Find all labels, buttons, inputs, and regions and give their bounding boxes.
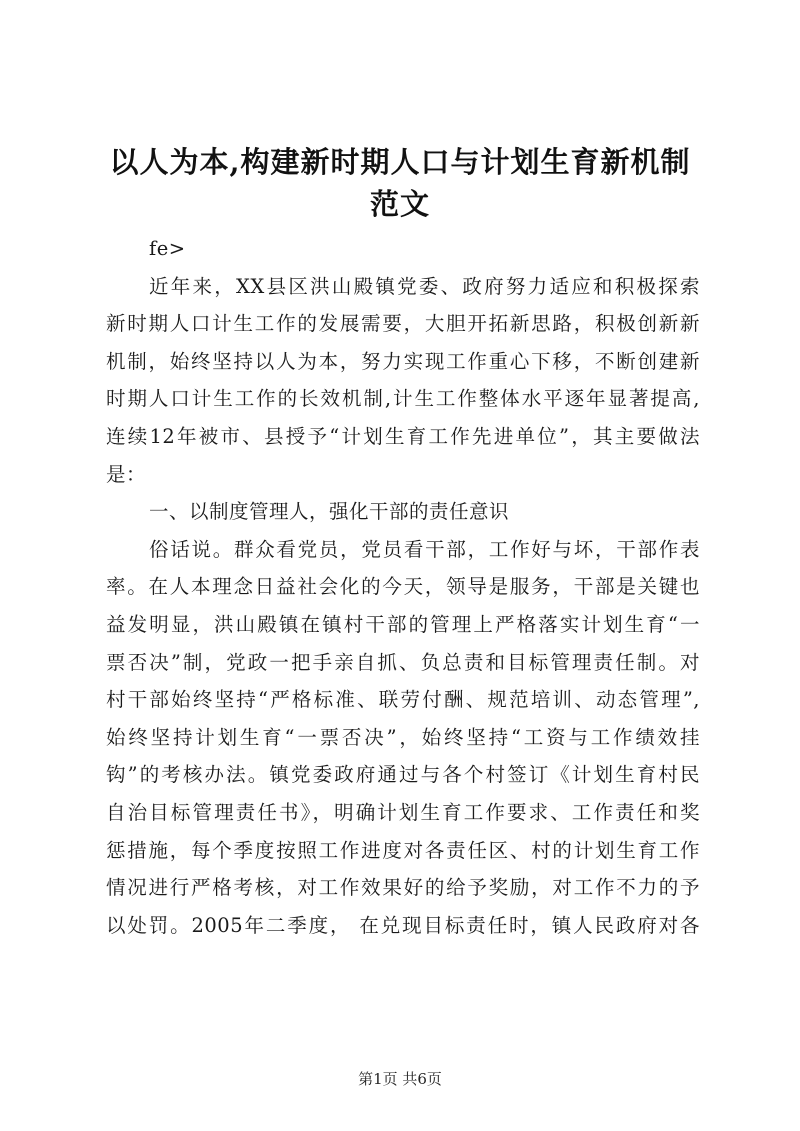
document-title-line-1: 以人为本,构建新时期人口与计划生育新机制 bbox=[109, 145, 691, 179]
paragraph-line: 机制，始终坚持以人为本，努力实现工作重心下移，不断创建新 bbox=[106, 349, 700, 373]
paragraph-line: fe> bbox=[149, 237, 186, 260]
paragraph-line: 村干部始终坚持“严格标准、联劳付酬、规范培训、动态管理”, bbox=[106, 688, 700, 712]
document-title-line-2: 范文 bbox=[369, 187, 430, 221]
paragraph-line: 益发明显，洪山殿镇在镇村干部的管理上严格落实计划生育“一 bbox=[106, 612, 700, 636]
paragraph-line: 率。在人本理念日益社会化的今天，领导是服务，干部是关键也 bbox=[106, 575, 700, 599]
paragraph-line: 票否决”制，党政一把手亲自抓、负总责和目标管理责任制。对 bbox=[106, 650, 700, 674]
paragraph-line: 新时期人口计生工作的发展需要，大胆开拓新思路，积极创新新 bbox=[106, 312, 700, 336]
paragraph-line: 时期人口计生工作的长效机制,计生工作整体水平逐年显著提高, bbox=[106, 387, 700, 411]
paragraph-line: 情况进行严格考核，对工作效果好的给予奖励，对工作不力的予 bbox=[106, 876, 700, 900]
paragraph-line: 以处罚。2005年二季度， 在兑现目标责任时，镇人民政府对各 bbox=[106, 913, 700, 937]
section-heading: 一、以制度管理人，强化干部的责任意识 bbox=[149, 500, 510, 524]
paragraph-line: 惩措施，每个季度按照工作进度对各责任区、村的计划生育工作 bbox=[106, 838, 700, 862]
paragraph-line: 钩”的考核办法。镇党委政府通过与各个村签订《计划生育村民 bbox=[106, 763, 700, 787]
paragraph-line: 始终坚持计划生育“一票否决”，始终坚持“工资与工作绩效挂 bbox=[106, 725, 700, 749]
paragraph-line: 是： bbox=[106, 462, 147, 486]
paragraph-line: 自治目标管理责任书》，明确计划生育工作要求、工作责任和奖 bbox=[106, 800, 700, 824]
paragraph-line: 连续12年被市、县授予“计划生育工作先进单位”，其主要做法 bbox=[106, 424, 700, 448]
paragraph-line: 近年来，XX县区洪山殿镇党委、政府努力适应和积极探索 bbox=[149, 274, 700, 298]
page-number-footer: 第1页 共6页 bbox=[358, 1070, 442, 1088]
document-body bbox=[106, 230, 700, 944]
paragraph-line: 俗话说。群众看党员，党员看干部，工作好与坏，干部作表 bbox=[149, 537, 700, 561]
